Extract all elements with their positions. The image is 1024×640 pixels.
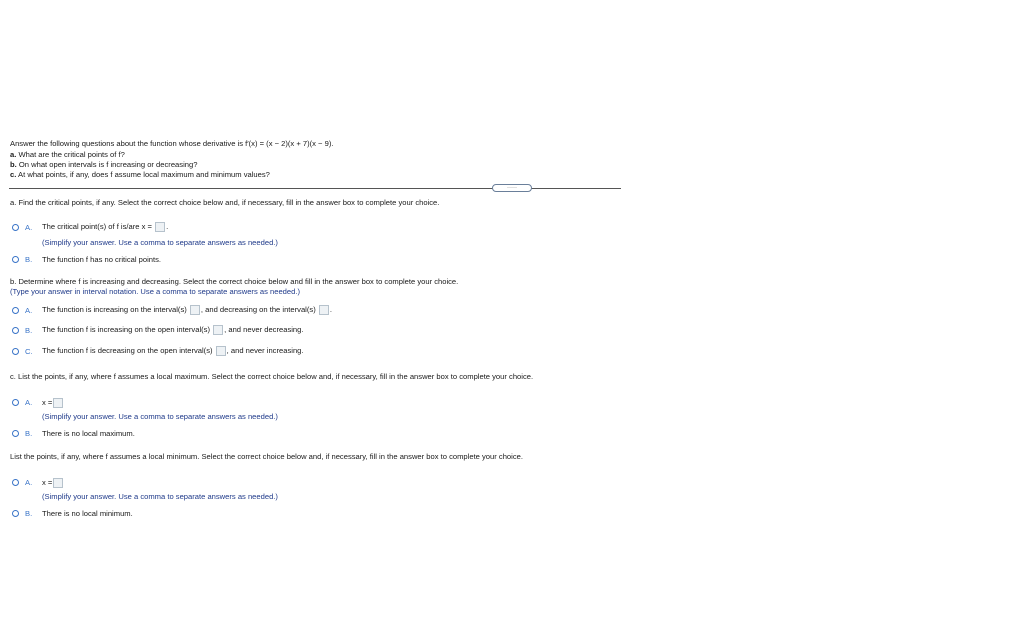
part-c-max-option-b-text: There is no local maximum. — [42, 429, 135, 438]
part-c-min-option-a — [42, 478, 64, 488]
part-b-option-a-text1: The function is increasing on the interval(s) — [42, 305, 187, 314]
part-c-text: At what points, if any, does f assume local maximum and minimum values? — [18, 170, 270, 179]
part-b-option-c-text2: , and never increasing. — [226, 346, 304, 355]
part-b-option-c-radio[interactable] — [12, 348, 19, 355]
part-b-hint: (Type your answer in interval notation. Use a comma to separate answers as needed.) — [10, 287, 300, 296]
part-a-option-b-letter: B. — [25, 255, 33, 264]
part-b-option-c — [42, 346, 304, 356]
question-part-c — [10, 170, 270, 179]
local-max-input[interactable] — [53, 398, 63, 408]
only-decreasing-interval-input[interactable] — [216, 346, 226, 356]
part-c-max-prompt: c. List the points, if any, where f assumes a local maximum. Select the correct choice below and, if necessary, fill in the answer box to complete your choice. — [10, 372, 534, 381]
part-c-max-option-b-letter: B. — [25, 429, 33, 438]
part-a-label: a. — [10, 150, 17, 159]
part-a-text: What are the critical points of f? — [18, 150, 125, 159]
part-a-prompt: a. Find the critical points, if any. Select the correct choice below and, if necessary, fill in the answer box to complete your choice. — [10, 198, 440, 207]
part-c-min-prompt: List the points, if any, where f assumes a local minimum. Select the correct choice below and, if necessary, fill in the answer box to complete your choice. — [10, 452, 523, 461]
part-c-min-option-a-radio[interactable] — [12, 479, 19, 486]
part-b-option-c-letter: C. — [25, 347, 33, 356]
part-a-option-a-hint: (Simplify your answer. Use a comma to separate answers as needed.) — [42, 238, 278, 247]
part-b-option-a-radio[interactable] — [12, 307, 19, 314]
part-a-option-a-radio[interactable] — [12, 224, 19, 231]
part-b-option-a-text2: , and decreasing on the interval(s) — [200, 305, 316, 314]
part-c-label: c. — [10, 170, 17, 179]
part-b-option-b-letter: B. — [25, 326, 33, 335]
part-c-max-option-b-radio[interactable] — [12, 430, 19, 437]
part-b-option-b-text2: , and never decreasing. — [224, 325, 304, 334]
part-c-min-option-a-letter: A. — [25, 478, 33, 487]
part-a-option-a-end: . — [166, 222, 169, 231]
part-a-option-b-text: The function f has no critical points. — [42, 255, 162, 264]
part-c-max-option-a-letter: A. — [25, 398, 33, 407]
part-c-max-option-a — [42, 398, 64, 408]
part-a-option-b-radio[interactable] — [12, 256, 19, 263]
decreasing-interval-input[interactable] — [319, 305, 329, 315]
part-b-option-a-end: . — [329, 305, 332, 314]
question-part-b — [10, 160, 197, 169]
part-a-option-a — [42, 222, 168, 232]
part-c-min-option-a-hint: (Simplify your answer. Use a comma to separate answers as needed.) — [42, 492, 278, 501]
part-c-min-option-a-text: x = — [42, 478, 53, 487]
local-min-input[interactable] — [53, 478, 63, 488]
part-c-min-option-b-letter: B. — [25, 509, 33, 518]
part-b-option-b-radio[interactable] — [12, 327, 19, 334]
part-b-option-c-text1: The function f is decreasing on the open interval(s) — [42, 346, 213, 355]
part-c-max-option-a-radio[interactable] — [12, 399, 19, 406]
question-part-a — [10, 150, 125, 159]
part-a-option-a-letter: A. — [25, 223, 33, 232]
part-b-option-b — [42, 325, 304, 335]
question-intro: Answer the following questions about the function whose derivative is f′(x) = (x − 2)(x + 7)(x − 9). — [10, 139, 334, 148]
part-c-min-option-b-text: There is no local minimum. — [42, 509, 133, 518]
part-b-prompt: b. Determine where f is increasing and decreasing. Select the correct choice below and fill in the answer box to complete your choice. — [10, 277, 459, 286]
increasing-interval-input[interactable] — [190, 305, 200, 315]
part-b-option-b-text1: The function f is increasing on the open interval(s) — [42, 325, 210, 334]
part-c-min-option-b-radio[interactable] — [12, 510, 19, 517]
part-b-text: On what open intervals is f increasing or decreasing? — [18, 160, 198, 169]
part-b-option-a — [42, 305, 332, 315]
part-b-option-a-letter: A. — [25, 306, 33, 315]
part-b-label: b. — [10, 160, 17, 169]
only-increasing-interval-input[interactable] — [213, 325, 223, 335]
part-a-option-a-text: The critical point(s) of f is/are x = — [42, 222, 152, 231]
critical-points-input[interactable] — [155, 222, 165, 232]
part-c-max-option-a-hint: (Simplify your answer. Use a comma to separate answers as needed.) — [42, 412, 278, 421]
part-c-max-option-a-text: x = — [42, 398, 53, 407]
more-button[interactable]: ····· — [492, 184, 532, 192]
